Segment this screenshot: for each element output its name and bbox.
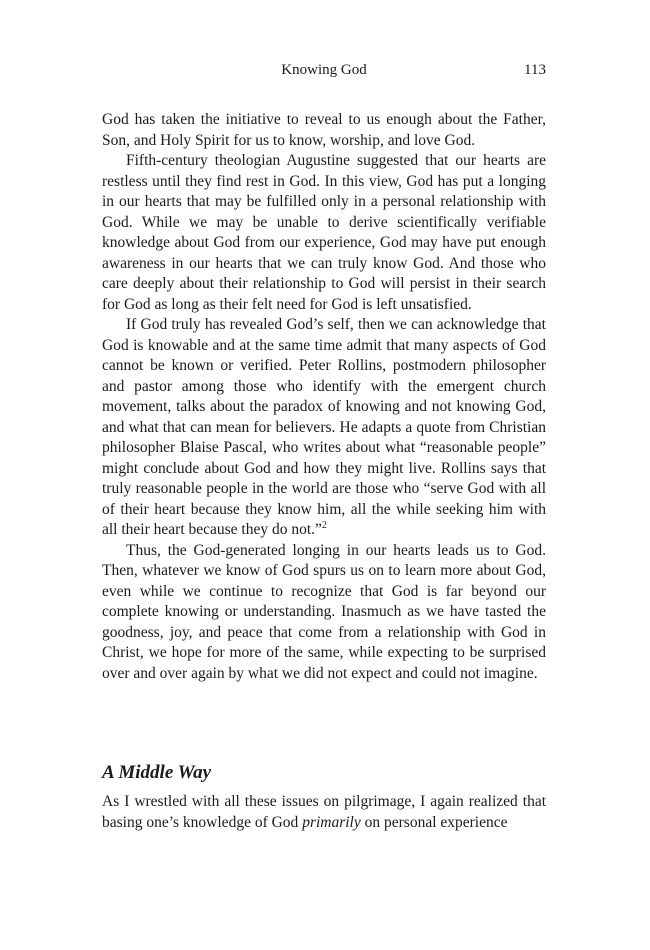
running-head [102, 60, 546, 80]
section-text-start: As I wrestled with all these issues on pilgrimage, I again realized that basing one’s knowledge of God [102, 793, 546, 831]
section-paragraph-1 [102, 792, 546, 833]
paragraph-2: Fifth-century theologian Augustine suggested that our hearts are restless until they find rest in God. In this view, God has put a longing in our hearts that may be fulfilled only in a personal relationship with God. While we may be unable to derive scientifically verifiable knowledge about God from our experience, God may have put enough awareness in our hearts that we can truly know God. And those who care deeply about their relationship to God will persist in their search for God as long as their felt need for God is left unsatisfied. [102, 152, 546, 313]
section-heading: A Middle Way [102, 762, 212, 783]
emphasis-primarily: primarily [302, 813, 361, 831]
section-text [102, 792, 546, 833]
paragraph-3 [102, 315, 546, 541]
paragraph-4: Thus, the God-generated longing in our hearts leads us to God. Then, whatever we know of God spurs us on to learn more about God, even while we continue to recognize that God is far beyond our complete knowing or understanding. Inasmuch as we have tasted the goodness, joy, and peace that come from a relationship with God in Christ, we hope for more of the same, while expecting to be surprised over and over again by what we did not expect and could not imagine. [102, 541, 546, 682]
body-text [102, 110, 546, 684]
paragraph-3-text: If God truly has revealed God’s self, then we can acknowledge that God is knowable and at the same time admit that many aspects of God cannot be known or verified. Peter Rollins, postmodern philosopher and pastor among those who identify with the emergent church movement, talks about the paradox of knowing and not knowing God, and what that can mean for believers. He adapts a quote from Christian philosopher Blaise Pascal, who writes about what “reasonable people” might conclude about God and how they might live. Rollins says that truly reasonable people in the world are those who “serve God with all of their heart because they know him, all the while seeking him with all their heart because they do not.” [102, 316, 546, 538]
paragraph-1: God has taken the initiative to reveal to us enough about the Father, Son, and Holy Spirit for us to know, worship, and love God. [102, 111, 546, 149]
page-number: 113 [524, 62, 546, 78]
footnote-marker[interactable]: 2 [321, 520, 327, 531]
section-text-end: on personal experience [360, 813, 508, 831]
running-title: Knowing God [281, 62, 367, 78]
